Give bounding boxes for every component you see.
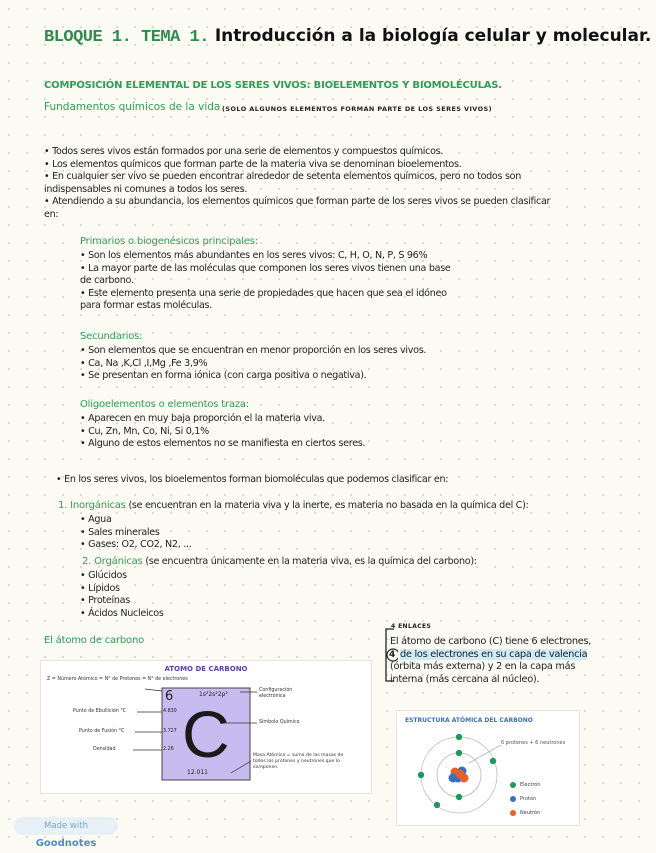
section-heading: COMPOSICIÓN ELEMENTAL DE LOS SERES VIVOS: BIOELEMENTOS Y BIOMOLÉCULAS. <box>44 80 502 91</box>
list-item: • Alguno de estos elementos no se manifiesta en ciertos seres. <box>80 438 520 451</box>
note-line: El átomo de carbono (C) tiene 6 electrones, <box>390 636 592 647</box>
list-item: • Cu, Zn, Mn, Co, Ni, Si 0,1% <box>80 426 520 439</box>
list-item: • Glúcidos <box>80 570 164 583</box>
list-item: • Se presentan en forma iónica (con carga positiva o negativa). <box>80 370 520 383</box>
intro-bullet: • Todos seres vivos están formados por una serie de elementos y compuestos químicos. <box>44 146 634 159</box>
intro-bullet: • En cualquier ser vivo se pueden encontrar alrededor de setenta elementos químicos, pero no todos son <box>44 171 634 184</box>
list-item: • Ácidos Nucleicos <box>80 608 164 621</box>
organicas-heading: 2. Orgánicas <box>82 556 143 567</box>
melting-value: 3.727 <box>163 729 177 734</box>
primarios-heading: Primarios o biogenésicos principales: <box>80 236 258 247</box>
chemical-symbol: C <box>182 697 230 771</box>
list-item: • Son elementos que se encuentran en menor proporción en los seres vivos. <box>80 345 520 358</box>
page-title <box>44 26 651 47</box>
list-item: • Gases: O2, CO2, N2, ... <box>80 539 191 552</box>
list-item-continuation: de carbono. <box>80 275 134 287</box>
intro-bullet-continuation: indispensables ni comunes a todos los seres. <box>44 183 248 195</box>
list-item: • Agua <box>80 514 191 527</box>
intro-bullet-continuation: en: <box>44 208 59 220</box>
made-with-badge[interactable] <box>14 817 118 849</box>
melting-label: Punto de Fusión °C <box>79 729 125 734</box>
list-item: • Lípidos <box>80 583 164 596</box>
intro-bullet: • Los elementos químicos que forman parte de la materia viva se denominan bioelementos. <box>44 159 634 172</box>
structure-card-title: ESTRUCTURA ATÓMICA DEL CARBONO <box>405 717 533 724</box>
nucleus-label: 6 protones + 6 neutrones <box>501 740 566 746</box>
list-item: • Sales minerales <box>80 527 191 540</box>
list-item-continuation: para formar estas moléculas. <box>80 300 213 312</box>
title-text: Introducción a la biología celular y molecular. <box>214 26 652 46</box>
atom-structure-graphic <box>397 711 579 825</box>
symbol-label: Símbolo Químico <box>259 720 300 725</box>
inorganicas-list <box>80 514 191 552</box>
carbono-note <box>390 636 630 686</box>
biomoleculas-intro: • En los seres vivos, los bioelementos forman biomoléculas que podemos clasificar en: <box>56 474 616 487</box>
electron-config: 1s²2s²2p² <box>199 691 228 698</box>
list-item: • Son los elementos más abundantes en los seres vivos: C, H, O, N, P, S 96% <box>80 250 520 263</box>
structure-card <box>396 710 580 826</box>
list-item: • Aparecen en muy baja proporción el la materia viva. <box>80 413 520 426</box>
atomic-mass: 12.011 <box>187 769 208 776</box>
carbono-heading: El átomo de carbono <box>44 635 145 646</box>
badge-prefix: Made with <box>44 821 88 831</box>
density-value: 2.26 <box>163 747 174 752</box>
intro-bullets <box>44 146 634 222</box>
organicas-desc: (se encuentra únicamente en la materia viva, es la química del carbono): <box>145 556 477 567</box>
list-item: • Proteínas <box>80 595 164 608</box>
list-item: • La mayor parte de las moléculas que componen los seres vivos tienen una base <box>80 263 520 276</box>
note-number: 4 <box>389 650 396 660</box>
secundarios-list <box>80 345 520 383</box>
note-line: (órbita más externa) y 2 en la capa más <box>390 661 576 673</box>
legend-proton: Protón <box>520 796 537 802</box>
config-label: Configuración electrónica <box>259 688 293 699</box>
note-small: 4 ENLACES <box>391 623 432 630</box>
oligoelementos-list <box>80 413 520 451</box>
legend-neutron: Neutrón <box>520 810 541 816</box>
badge-brand: Goodnotes <box>35 838 97 849</box>
secundarios-heading: Secundarios: <box>80 331 143 342</box>
primarios-list <box>80 250 520 313</box>
organicas-line <box>82 556 642 569</box>
inorganicas-desc: (se encuentran en la materia viva y la inerte, es materia no basada en la química del C): <box>128 500 529 511</box>
oligoelementos-heading: Oligoelementos o elementos traza: <box>80 399 249 410</box>
note-line-highlight: de los electrones en su capa de valencia <box>400 648 588 660</box>
mass-label: Masa Atómica = suma de las masas de todos los protones y neutrones que lo componen. <box>253 753 344 770</box>
note-line <box>390 649 630 662</box>
boiling-value: 4.830 <box>163 709 177 714</box>
list-item: • Ca, Na ,K,Cl ,I,Mg ,Fe 3,9% <box>80 358 520 371</box>
boiling-label: Punto de Ebullición °C <box>73 709 127 714</box>
legend-electron: Electrón <box>520 782 541 788</box>
density-label: Densidad <box>93 747 116 752</box>
intro-bullet: • Atendiendo a su abundancia, los elementos químicos que forman parte de los seres vivos se pueden clasificar <box>44 196 634 209</box>
title-prefix: BLOQUE 1. TEMA 1. <box>44 28 209 47</box>
list-item: • Este elemento presenta una serie de propiedades que hacen que sea el idóneo <box>80 288 520 301</box>
atom-card-title: ATOMO DE CARBONO <box>164 665 248 673</box>
inorganicas-heading: 1. Inorgánicas <box>58 500 126 511</box>
organicas-list <box>80 570 164 620</box>
atom-card <box>40 660 372 794</box>
section-subheading: Fundamentos químicos de la vida <box>44 101 221 113</box>
atom-card-formula: Z = Número Atómico = N° de Protones = N° de electrones <box>47 677 188 682</box>
note-line: interna (más cercana al núcleo). <box>390 673 540 685</box>
inorganicas-line <box>58 500 643 513</box>
atomic-number: 6 <box>165 689 174 704</box>
section-subheading-note: (SOLO ALGUNOS ELEMENTOS FORMAN PARTE DE LOS SERES VIVOS) <box>222 105 492 113</box>
